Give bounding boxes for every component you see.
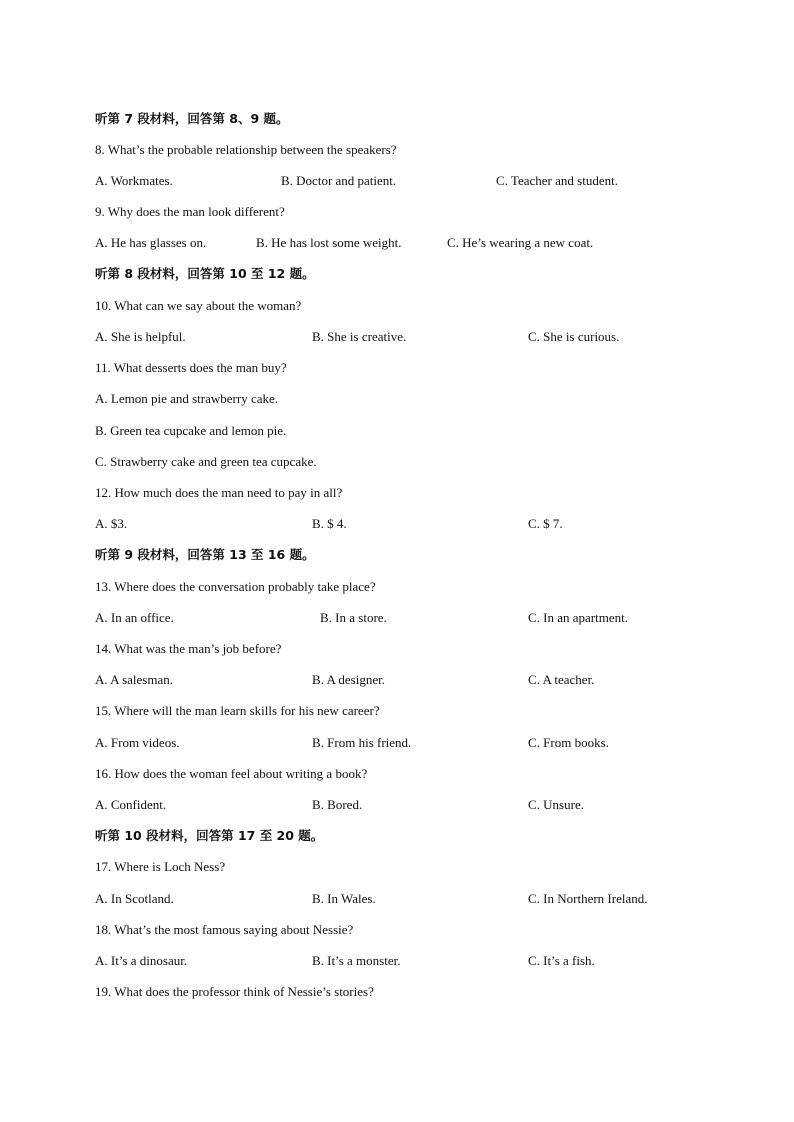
q18-option-c: C. It’s a fish. xyxy=(528,953,595,968)
q16-option-a: A. Confident. xyxy=(95,797,167,812)
q13-option-b: B. In a store. xyxy=(320,610,387,625)
question-10: 10. What can we say about the woman? xyxy=(95,298,302,313)
q18-option-a: A. It’s a dinosaur. xyxy=(95,953,188,968)
question-8: 8. What’s the probable relationship between the speakers? xyxy=(95,142,397,157)
q10-option-a: A. She is helpful. xyxy=(95,329,186,344)
section-heading: 听第 9 段材料，回答第 13 至 16 题。 xyxy=(95,547,315,562)
q17-option-b: B. In Wales. xyxy=(312,891,376,906)
q10-option-b: B. She is creative. xyxy=(312,329,407,344)
question-13: 13. Where does the conversation probably take place? xyxy=(95,579,376,594)
question-15: 15. Where will the man learn skills for his new career? xyxy=(95,703,380,718)
question-9: 9. Why does the man look different? xyxy=(95,204,285,219)
q8-option-b: B. Doctor and patient. xyxy=(281,173,397,188)
q13-option-c: C. In an apartment. xyxy=(528,610,628,625)
q15-option-c: C. From books. xyxy=(528,735,609,750)
q16-option-b: B. Bored. xyxy=(312,797,363,812)
q14-option-b: B. A designer. xyxy=(312,672,385,687)
q12-option-c: C. $ 7. xyxy=(528,516,563,531)
question-18: 18. What’s the most famous saying about Nessie? xyxy=(95,922,354,937)
q18-option-b: B. It’s a monster. xyxy=(312,953,401,968)
q12-option-b: B. $ 4. xyxy=(312,516,347,531)
question-19: 19. What does the professor think of Nessie’s stories? xyxy=(95,984,374,999)
q16-option-c: C. Unsure. xyxy=(528,797,584,812)
question-12: 12. How much does the man need to pay in all? xyxy=(95,485,343,500)
q13-option-a: A. In an office. xyxy=(95,610,174,625)
q9-option-b: B. He has lost some weight. xyxy=(256,235,402,250)
q9-option-c: C. He’s wearing a new coat. xyxy=(447,235,594,250)
q11-option-c: C. Strawberry cake and green tea cupcake. xyxy=(95,454,317,469)
q8-option-c: C. Teacher and student. xyxy=(496,173,618,188)
q11-option-b: B. Green tea cupcake and lemon pie. xyxy=(95,423,287,438)
q14-option-c: C. A teacher. xyxy=(528,672,595,687)
q9-option-a: A. He has glasses on. xyxy=(95,235,207,250)
question-14: 14. What was the man’s job before? xyxy=(95,641,282,656)
q17-option-a: A. In Scotland. xyxy=(95,891,174,906)
question-16: 16. How does the woman feel about writing a book? xyxy=(95,766,368,781)
q15-option-b: B. From his friend. xyxy=(312,735,412,750)
q11-option-a: A. Lemon pie and strawberry cake. xyxy=(95,391,279,406)
q17-option-c: C. In Northern Ireland. xyxy=(528,891,648,906)
q12-option-a: A. $3. xyxy=(95,516,128,531)
question-17: 17. Where is Loch Ness? xyxy=(95,859,226,874)
section-heading: 听第 10 段材料，回答第 17 至 20 题。 xyxy=(95,828,324,843)
q8-option-a: A. Workmates. xyxy=(95,173,173,188)
question-11: 11. What desserts does the man buy? xyxy=(95,360,287,375)
q10-option-c: C. She is curious. xyxy=(528,329,620,344)
q14-option-a: A. A salesman. xyxy=(95,672,173,687)
section-heading: 听第 8 段材料，回答第 10 至 12 题。 xyxy=(95,266,315,281)
q15-option-a: A. From videos. xyxy=(95,735,180,750)
section-heading: 听第 7 段材料，回答第 8、9 题。 xyxy=(95,111,289,126)
